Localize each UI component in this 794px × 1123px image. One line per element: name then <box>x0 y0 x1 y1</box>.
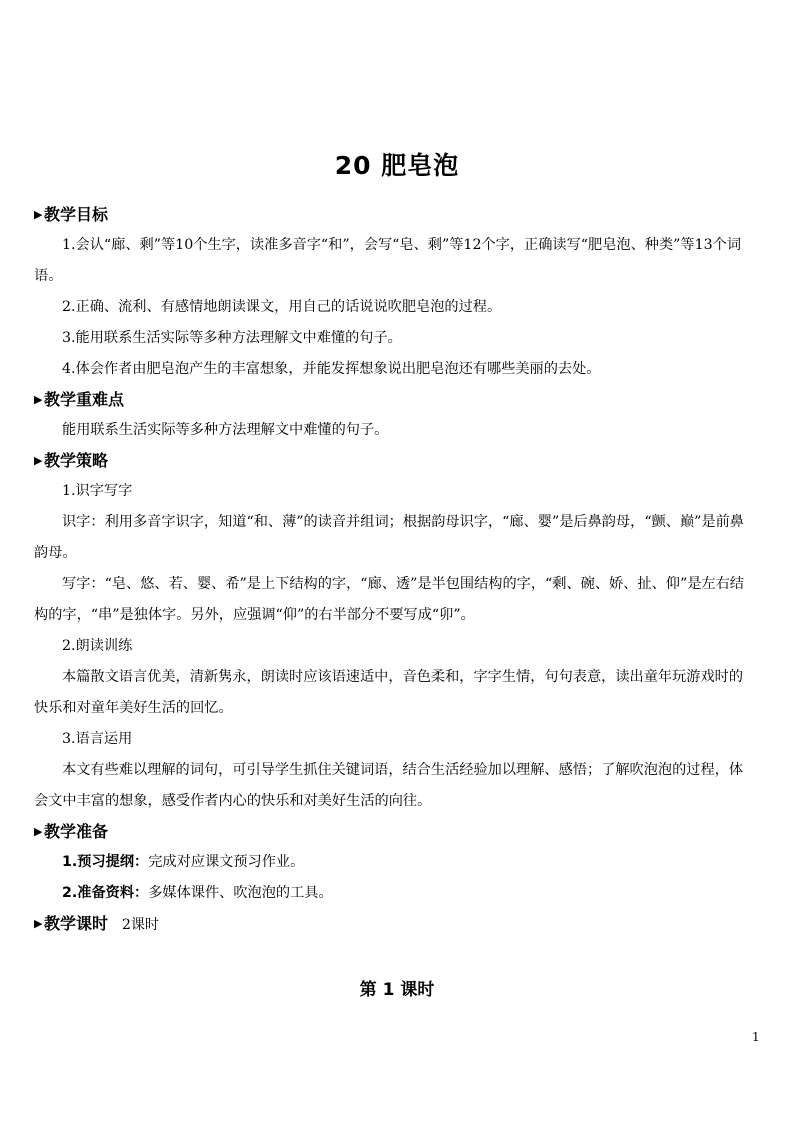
strategy-sub3-title: 3.语言运用 <box>62 731 133 747</box>
triangle-bullet-icon: ▶ <box>34 454 43 467</box>
section-heading-text: 教学目标 <box>44 205 109 224</box>
preparation-item-1 <box>34 847 756 878</box>
triangle-bullet-icon: ▶ <box>34 825 43 838</box>
goal-item-4: 4.体会作者由肥皂泡产生的丰富想象，并能发挥想象说出肥皂泡还有哪些美丽的去处。 <box>62 361 601 377</box>
section-heading-goals <box>34 200 756 230</box>
strategy-sub1-p1: 识字：利用多音字识字，知道“和、薄”的读音并组词；根据韵母识字，“廊、婴”是后鼻韵母，“颤、巅”是前鼻韵母。 <box>34 514 744 561</box>
strategy-sub1-title: 1.识字写字 <box>62 483 133 499</box>
goal-item-1: 1.会认“廊、剩”等10个生字，读准多音字“和”，会写“皂、剩”等12个字，正确读写“肥皂泡、种类”等13个词语。 <box>34 237 742 284</box>
section-heading-text: 教学重难点 <box>44 390 125 409</box>
preparation-item-2 <box>34 878 756 909</box>
strategy-sub1-p2: 写字：“皂、悠、若、婴、希”是上下结构的字，“廊、透”是半包围结构的字，“剩、碗、娇、扯、仰”是左右结构的字，“串”是独体字。另外，应强调“仰”的右半部分不要写成“卯”。 <box>34 576 744 623</box>
preparation-item-1-label: 1.预习提纲： <box>62 854 149 870</box>
section-heading-key-points <box>34 385 756 415</box>
key-points-text: 能用联系生活实际等多种方法理解文中难懂的句子。 <box>62 422 389 438</box>
triangle-bullet-icon: ▶ <box>34 917 43 930</box>
strategy-sub2-p1: 本篇散文语言优美，清新隽永，朗读时应该语速适中，音色柔和，字字生情，句句表意，读出童年玩游戏时的快乐和对童年美好生活的回忆。 <box>34 669 744 716</box>
goal-item-2: 2.正确、流利、有感情地朗读课文，用自己的话说说吹肥皂泡的过程。 <box>62 299 502 315</box>
lesson-heading: 第 1 课时 <box>359 980 435 1000</box>
triangle-bullet-icon: ▶ <box>34 393 43 406</box>
page-title: 20 肥皂泡 <box>334 151 460 180</box>
section-heading-text: 教学课时 <box>44 914 109 933</box>
section-heading-text: 教学策略 <box>44 451 109 470</box>
section-heading-preparation <box>34 817 756 847</box>
triangle-bullet-icon: ▶ <box>34 208 43 221</box>
page-number: 1 <box>752 1030 760 1044</box>
preparation-item-1-text: 完成对应课文预习作业。 <box>148 854 305 870</box>
periods-value: 2课时 <box>122 917 159 933</box>
strategy-sub2-title: 2.朗读训练 <box>62 638 133 654</box>
section-heading-periods <box>34 909 756 939</box>
goal-item-3: 3.能用联系生活实际等多种方法理解文中难懂的句子。 <box>62 330 402 346</box>
strategy-sub3-p1: 本文有些难以理解的词句，可引导学生抓住关键词语，结合生活经验加以理解、感悟；了解吹泡泡的过程，体会文中丰富的想象，感受作者内心的快乐和对美好生活的向往。 <box>34 762 744 809</box>
section-heading-strategy <box>34 446 756 476</box>
section-heading-text: 教学准备 <box>44 822 109 841</box>
document-body <box>34 200 756 939</box>
preparation-item-2-text: 多媒体课件、吹泡泡的工具。 <box>148 885 333 901</box>
preparation-item-2-label: 2.准备资料： <box>62 885 149 901</box>
